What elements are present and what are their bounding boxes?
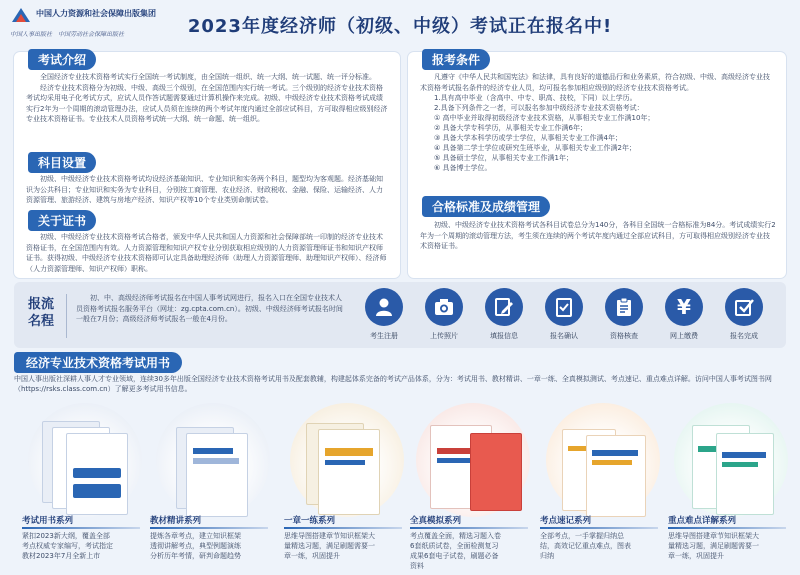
book-series-key-points	[668, 403, 794, 573]
checkbox-icon	[733, 296, 755, 318]
title-underline	[540, 527, 658, 529]
certificate-body	[26, 232, 388, 274]
requirement-line: ⑥ 具备博士学位。	[434, 164, 492, 172]
requirements-intro: 凡遵守《中华人民共和国宪法》和法律，具有良好的道德品行和业务素质，符合初级、中级、高级经济专业技术资格考试报名条件的经济专业人员，均可报名参加相应级别的经济专业技术资格考试。	[420, 73, 770, 92]
book-series-desc: 思维导图搭建章节知识框架大量精选习题，满足刷题需要一章一练，巩固提升	[284, 532, 375, 560]
book-series-desc: 提炼各章考点，建立知识框架透彻讲解考点，典型例题演练分析历年考情，研判命题趋势	[150, 532, 241, 560]
requirement-line: ② 具备大学专科学历，从事相关专业工作满6年；	[434, 124, 587, 132]
step-circle	[425, 288, 463, 326]
book-series-title: 全真模拟系列	[410, 516, 462, 526]
process-title-line: 报流	[28, 297, 55, 312]
book-series-title: 重点难点详解系列	[668, 516, 737, 526]
step-online-payment	[654, 288, 714, 341]
passing-paragraph: 初级、中级经济专业技术资格考试各科目试卷总分为140分，各科目全国统一合格标准为84分。考试成绩实行2年为一个周期的滚动管理方法，考生须在连续的两个考试年度内通过全部应试科目，方可取得相应级别经济专业技术资格证书。	[420, 221, 776, 250]
step-upload-photo	[414, 288, 474, 341]
subjects-paragraph: 初级、中级经济专业技术资格考试均设经济基础知识、专业知识和实务两个科目，题型均为客观题。经济基础知识为公共科目；专业知识和实务为专业科目，分别按工商管理、农业经济、财政税收、金融、保险、运输经济、人力资源管理、旅游经济、建筑与房地产经济、知识产权等10个专业类别命制试卷。	[26, 175, 383, 204]
step-label: 填报信息	[490, 332, 518, 340]
requirement-line: ③ 具备大学本科学历或学士学位，从事相关专业工作满4年；	[434, 134, 622, 142]
passing-tag: 合格标准及成绩管理	[422, 196, 550, 217]
process-title	[28, 296, 64, 330]
page-title: 2023年度经济师（初级、中级）考试正在报名中!	[187, 16, 613, 37]
book-series-title: 一章一练系列	[284, 516, 336, 526]
subjects-body	[26, 174, 388, 206]
book-cover	[66, 433, 128, 515]
right-info-card	[408, 52, 786, 278]
registration-process	[14, 282, 786, 348]
book-series-exam	[22, 403, 148, 573]
edit-icon	[493, 296, 515, 318]
publisher-name: 中国人力资源和社会保障出版集团	[36, 9, 156, 18]
book-cover	[586, 435, 646, 517]
step-circle	[545, 288, 583, 326]
certificate-paragraph: 初级、中级经济专业技术资格考试合格者，颁发中华人民共和国人力资源和社会保障部统一印制的经济专业技术资格证书，在全国范围内有效。人力资源管理和知识产权专业分别获取相应级别的人力资源管理师证书和知识产权师证书。获得初级、中级经济专业技术资格即可认定具备助理经济师（助理人力资源管理师、助理知识产权师）、经济师（人力资源管理师、知识产权师）职称。	[26, 233, 387, 273]
intro-paragraph: 经济专业技术资格分为初级、中级、高级三个级别，在全国范围内实行统一考试。三个级别的经济专业技术资格考试均采用电子化考试方式，应试人员作答试题需要通过计算机操作来完成。初级、中级经济专业技术资格考试成绩实行2年为一个周期的滚动管理办法，应试人员须在连续的两个考试年度内通过全部应试科目，方可取得相应级别经济专业技术资格证书。专业技术人员资格考试统一大纲、统一命题、统一组织。	[26, 83, 388, 123]
book-cover	[716, 433, 774, 515]
requirement-line: ⑤ 具备硕士学位，从事相关专业工作满1年；	[434, 154, 573, 162]
title-underline	[22, 527, 140, 529]
passing-section	[422, 196, 550, 217]
step-circle	[665, 288, 703, 326]
passing-body	[420, 220, 776, 252]
requirement-line: 2.具备下列条件之一者，可以报名参加中级经济专业技术资格考试：	[434, 104, 644, 112]
title-underline	[668, 527, 786, 529]
book-cover	[470, 433, 522, 511]
requirement-line: ④ 具备第二学士学位或研究生班毕业，从事相关专业工作满2年；	[434, 144, 636, 152]
step-label: 资格核查	[610, 332, 638, 340]
title-underline	[410, 527, 528, 529]
user-icon	[373, 296, 395, 318]
book-series-title: 考试用书系列	[22, 516, 74, 526]
step-confirm	[534, 288, 594, 341]
step-complete	[714, 288, 774, 341]
process-divider	[66, 294, 67, 338]
clipboard-icon	[613, 296, 635, 318]
sub-logo-1: 中国人事出版社	[10, 30, 53, 38]
book-series-lecture	[150, 403, 276, 573]
certificate-tag: 关于证书	[28, 210, 96, 231]
camera-icon	[433, 296, 455, 318]
certificate-section	[28, 210, 96, 231]
step-label: 报名确认	[550, 332, 578, 340]
step-circle	[725, 288, 763, 326]
step-label: 上传照片	[430, 332, 458, 340]
book-series-mock-exam	[410, 403, 536, 573]
intro-paragraph: 全国经济专业技术资格考试实行全国统一考试制度，由全国统一组织、统一大纲、统一试题、统一评分标准。	[40, 73, 376, 81]
requirements-body	[420, 72, 776, 173]
step-circle	[365, 288, 403, 326]
subjects-tag: 科目设置	[28, 152, 96, 173]
book-cover	[186, 433, 248, 517]
sub-logo-2: 中国劳动社会保障出版社	[58, 30, 125, 38]
step-label: 报名完成	[730, 332, 758, 340]
book-series-desc: 思维导图搭建章节知识框架大量精选习题，满足刷题需要一章一练，巩固提升	[668, 532, 759, 560]
step-qualification-check	[594, 288, 654, 341]
book-series-quick-notes	[540, 403, 666, 573]
process-title-line: 名程	[28, 314, 55, 329]
book-series-desc: 全部考点，一手掌握归纳总结，高效记忆重点难点，图表归纳	[540, 532, 631, 560]
book-series-desc: 紧扣2023新大纲，覆盖全部考点权威专家编写，考试指定教材2023年7月全新上市	[22, 532, 113, 560]
step-label: 网上缴费	[670, 332, 698, 340]
step-fill-info	[474, 288, 534, 341]
intro-section	[28, 49, 96, 70]
yen-icon: ¥	[677, 295, 691, 319]
title-underline	[150, 527, 268, 529]
requirements-section	[422, 49, 490, 70]
requirement-line: 1.具有高中毕业（含高中、中专、职高、技校，下同）以上学历。	[434, 94, 637, 102]
book-series-chapter-practice	[284, 403, 410, 573]
book-cover	[318, 429, 380, 515]
step-circle	[605, 288, 643, 326]
step-register	[354, 288, 414, 341]
requirements-tag: 报考条件	[422, 49, 490, 70]
book-series-desc: 考点覆盖全面，精选习题入卷6套纸质试卷，全面检测复习成果6套电子试卷，刷题必备资料	[410, 532, 501, 570]
books-section	[14, 352, 182, 373]
step-circle	[485, 288, 523, 326]
step-label: 考生注册	[370, 332, 398, 340]
left-info-card	[14, 52, 400, 278]
intro-tag: 考试介绍	[28, 49, 96, 70]
book-series-title: 教材精讲系列	[150, 516, 202, 526]
books-intro: 中国人事出版社深耕人事人才专业领域，连续30多年出版全国经济专业技术资格考试用书及配套教辅，构建起体系完备的考试产品体系，分为：考试用书、教材精讲、一章一练、全真模拟测试、考点速记、重点难点详解。访问中国人事考试图书网（https://rsks.class.com.cn）了解更多考试用书信息。	[14, 375, 772, 393]
book-series-title: 考点速记系列	[540, 516, 592, 526]
books-tag: 经济专业技术资格考试用书	[14, 352, 182, 373]
intro-body	[26, 72, 388, 125]
title-underline	[284, 527, 402, 529]
checklist-icon	[553, 296, 575, 318]
process-text: 初、中、高级经济师考试报名在中国人事考试网进行，报名入口在全国专业技术人员资格考试报名服务平台（网址：zg.cpta.com.cn）。初级、中级经济师考试报名时间一般在7月份；高级经济师考试报名一般在4月份。	[76, 294, 343, 323]
requirement-line: ① 高中毕业并取得初级经济专业技术资格，从事相关专业工作满10年；	[434, 114, 655, 122]
subjects-section	[28, 152, 96, 173]
